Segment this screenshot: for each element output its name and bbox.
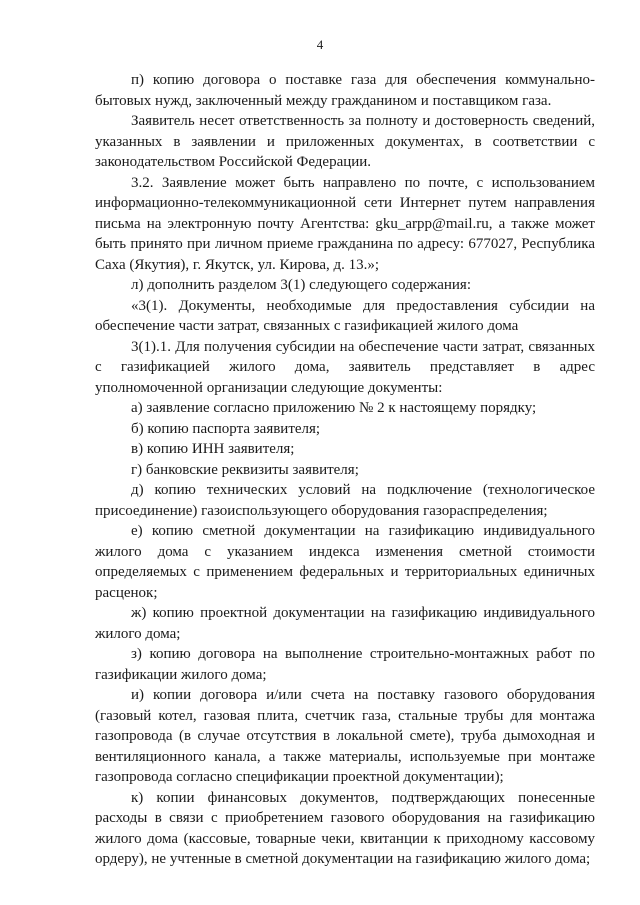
document-body [95, 70, 595, 870]
list-item-i: и) копии договора и/или счета на поставку газового оборудования (газовый котел, газовая плита, счетчик газа, стальные трубы для монтажа газопровода (в случае отсутствия в локальной смете), труба дымоходная и вентиляционного канала, а также материалы, используемые при монтаже газопровода согласно спецификации проектной документации); [95, 687, 595, 785]
list-item-b: б) копию паспорта заявителя; [131, 420, 321, 437]
list-item-z: з) копию договора на выполнение строительно-монтажных работ по газификации жилого дома; [95, 646, 595, 683]
list-item-a: а) заявление согласно приложению № 2 к настоящему порядку; [131, 400, 537, 416]
paragraph-3-1-1: 3(1).1. Для получения субсидии на обеспечение части затрат, связанных с газификацией жилого дома, заявитель представляет в адрес уполномоченной организации следующие документы: [95, 338, 595, 396]
paragraph-item-p: п) копию договора о поставке газа для обеспечения коммунально-бытовых нужд, заключенный между гражданином и поставщиком газа. [95, 72, 595, 109]
list-item-v: в) копию ИНН заявителя; [131, 441, 295, 457]
list-item-k: к) копии финансовых документов, подтверждающих понесенные расходы в связи с приобретением газового оборудования на газификацию жилого дома (кассовые, товарные чеки, квитанции к приходному кассовому ордеру), не учтенные в сметной документации на газификацию жилого дома; [95, 789, 595, 867]
list-item-zh: ж) копию проектной документации на газификацию индивидуального жилого дома; [95, 605, 595, 642]
section-3-1-heading: «3(1). Документы, необходимые для предоставления субсидии на обеспечение части затрат, связанных с газификацией жилого дома [95, 297, 595, 334]
list-item-g: г) банковские реквизиты заявителя; [131, 461, 359, 478]
list-item-e: е) копию сметной документации на газификацию индивидуального жилого дома с указанием индекса изменения сметной стоимости определяемых с применением федеральных и территориальных единичных расценок; [95, 523, 595, 601]
paragraph-item-l: л) дополнить разделом 3(1) следующего содержания: [131, 277, 471, 293]
paragraph-3-2: 3.2. Заявление может быть направлено по почте, с использованием информационно-телекоммуникационной сети Интернет путем направления письма на электронную почту Агентства: gku_arpp@mail.ru, а также может быть принято при личном приеме гражданина по адресу: 677027, Республика Саха (Якутия), г. Якутск, ул. Кирова, д. 13.»; [95, 174, 595, 273]
paragraph-responsibility: Заявитель несет ответственность за полноту и достоверность сведений, указанных в заявлении и приложенных документах, в соответствии с законодательством Российской Федерации. [95, 113, 595, 170]
list-item-d: д) копию технических условий на подключение (технологическое присоединение) газоиспользующего оборудования газораспределения; [95, 482, 595, 519]
page-number: 4 [316, 37, 324, 52]
